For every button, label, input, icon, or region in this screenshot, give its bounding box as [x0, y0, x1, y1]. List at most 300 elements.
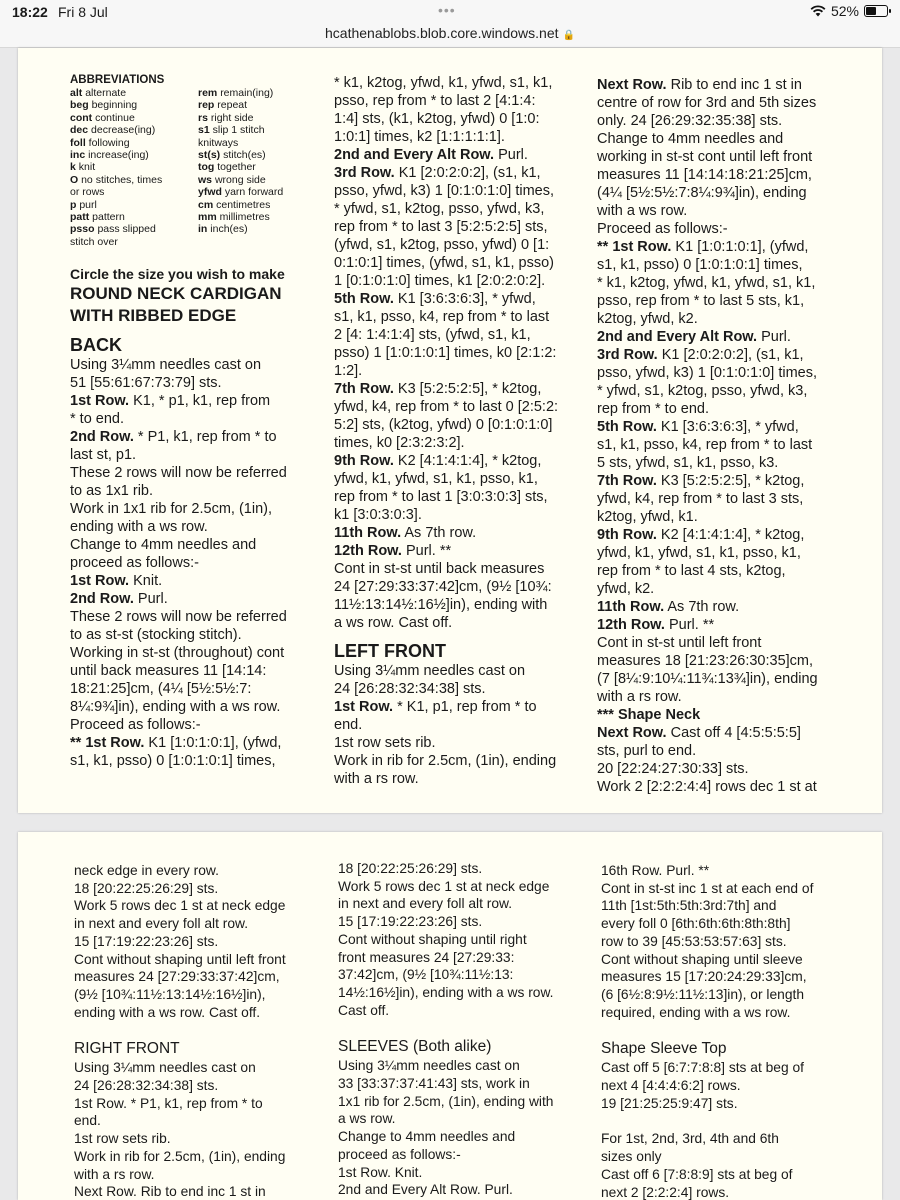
- instruction-line: [70, 572, 310, 590]
- instruction-text: (6 [6½:8:9½:11½:13]in), or length: [601, 986, 804, 1002]
- instruction-line: [597, 238, 837, 256]
- page2-column-2: [338, 860, 593, 1199]
- instruction-text: rep from * to end.: [597, 401, 710, 417]
- url-bar[interactable]: [0, 24, 900, 48]
- instruction-line: [601, 968, 841, 986]
- pdf-page-2: [18, 832, 882, 1200]
- instruction-text: Working in st-st (throughout) cont: [70, 645, 285, 662]
- abbreviation-key: alt: [70, 87, 83, 99]
- instruction-line: [597, 328, 837, 346]
- instruction-text: k1 [3:0:3:0:3].: [334, 507, 422, 523]
- instruction-text: rep from * to last 1 [3:0:3:0:3] sts,: [334, 489, 548, 505]
- instruction-text: 5 sts, yfwd, s1, k1, psso, k3.: [597, 455, 779, 471]
- instruction-text: sts, purl to end.: [597, 743, 697, 759]
- page2-column-1: [74, 862, 324, 1200]
- instruction-text: 1 [0:1:0:1:0] times, k1 [2:0:2:0:2].: [334, 273, 546, 289]
- instruction-line: [70, 608, 310, 626]
- instruction-line: [597, 166, 837, 184]
- instruction-text: only. 24 [26:29:32:35:38] sts.: [597, 113, 783, 129]
- sleeves-instructions: [338, 1057, 593, 1199]
- abbreviation-item: [198, 223, 310, 235]
- instruction-line: [70, 392, 310, 410]
- instruction-line: [338, 1110, 593, 1128]
- instruction-line: [338, 1002, 593, 1020]
- instruction-text: Purl.: [757, 329, 791, 345]
- abbreviation-item: [198, 149, 310, 161]
- instruction-text: rep from * to last 4 sts, k2tog,: [597, 563, 786, 579]
- instruction-line: [74, 951, 324, 969]
- instruction-line: [601, 1004, 841, 1022]
- abbreviation-value: alternate: [85, 87, 127, 99]
- instruction-text: in next and every foll alt row.: [74, 916, 249, 932]
- instruction-line: [334, 734, 582, 752]
- abbreviation-item: [70, 186, 198, 198]
- instruction-text: Change to 4mm needles and: [70, 537, 257, 554]
- instruction-line: [334, 236, 582, 254]
- instruction-line: [74, 880, 324, 898]
- right-front-neck-instructions: [338, 860, 593, 1019]
- row-label: 12th Row.: [334, 543, 402, 559]
- abbreviation-item: [70, 174, 198, 186]
- abbreviation-value: knit: [78, 161, 96, 174]
- instruction-line: [601, 933, 841, 951]
- instruction-line: [597, 616, 837, 634]
- abbreviation-item: [198, 236, 310, 248]
- instruction-text: measures 18 [21:23:26:30:35]cm,: [597, 653, 814, 669]
- instruction-line: [74, 1130, 324, 1148]
- instruction-line: [334, 326, 582, 344]
- instruction-text: Proceed as follows:-: [597, 221, 728, 237]
- instruction-line: [70, 356, 310, 374]
- instruction-text: 8¼:9¾]in), ending with a ws row.: [70, 699, 281, 716]
- abbreviation-key: p: [70, 198, 77, 211]
- instruction-line: [70, 680, 310, 698]
- abbreviation-item: [198, 199, 310, 211]
- instruction-line: [597, 778, 837, 796]
- row-label: 12th Row.: [597, 617, 665, 633]
- battery-icon: [864, 5, 888, 17]
- instruction-line: [74, 1112, 324, 1130]
- instruction-line: [597, 508, 837, 526]
- abbreviation-value: stitch(es): [223, 149, 266, 162]
- instruction-line: [74, 1166, 324, 1184]
- instruction-text: * K1, p1, rep from * to: [393, 699, 537, 715]
- pattern-title-line-2: WITH RIBBED EDGE: [70, 306, 237, 326]
- abbreviation-value: pattern: [92, 211, 125, 224]
- instruction-text: Cont in st-st until back measures: [334, 561, 545, 577]
- instruction-line: [601, 1184, 841, 1200]
- instruction-line: [70, 536, 310, 554]
- sleeves-heading: SLEEVES (Both alike): [338, 1038, 492, 1056]
- instruction-line: [334, 542, 582, 560]
- instruction-line: [338, 913, 593, 931]
- row-label: 5th Row.: [334, 291, 394, 307]
- instruction-text: Cast off 4 [4:5:5:5:5]: [666, 725, 801, 741]
- instruction-line: [70, 482, 310, 500]
- instruction-text: 2 [4: 1:4:1:4] sts, (yfwd, s1, k1,: [334, 327, 531, 343]
- instruction-line: [338, 931, 593, 949]
- instruction-line: [334, 614, 582, 632]
- instruction-text: K3 [5:2:5:2:5], * k2tog,: [393, 381, 542, 397]
- instruction-text: K2 [4:1:4:1:4], * k2tog,: [393, 453, 542, 469]
- abbreviation-key: patt: [70, 211, 90, 224]
- instruction-text: Using 3¼mm needles cast on: [338, 1058, 520, 1074]
- page1-column-2: [334, 74, 582, 788]
- instruction-text: 18 [20:22:25:26:29] sts.: [74, 880, 219, 896]
- instruction-text: 1:4] sts, (k1, k2tog, yfwd) 0 [1:0:: [334, 111, 540, 127]
- instruction-text: row to 39 [45:53:53:57:63] sts.: [601, 933, 787, 949]
- instruction-line: [601, 1059, 841, 1077]
- instruction-text: to as st-st (stocking stitch).: [70, 627, 242, 644]
- abbreviation-value: slip 1 stitch: [212, 124, 265, 137]
- instruction-text: Knit.: [129, 573, 163, 590]
- instruction-line: [597, 76, 837, 94]
- instruction-line: [70, 464, 310, 482]
- instruction-line: [70, 644, 310, 662]
- instruction-text: proceed as follows:-: [338, 1146, 461, 1162]
- instruction-text: 37:42]cm, (9½ [10¾:11½:13:: [338, 967, 514, 983]
- instruction-line: [338, 878, 593, 896]
- instruction-text: Rib to end inc 1 st in: [666, 77, 802, 93]
- instruction-text: 14½:16½]in), ending with a ws row.: [338, 984, 554, 1000]
- instruction-text: 0:1:0:1] times, (yfwd, s1, k1, psso): [334, 255, 554, 271]
- instruction-line: [597, 256, 837, 274]
- abbreviation-item: [70, 124, 198, 136]
- instruction-line: [601, 1148, 841, 1166]
- instruction-text: Cast off 6 [7:8:8:9] sts at beg of: [601, 1166, 793, 1182]
- instruction-line: [334, 218, 582, 236]
- sleeve-shaping-instructions: [601, 862, 841, 1021]
- instruction-line: [597, 436, 837, 454]
- instruction-text: s1, k1, psso, k4, rep from * to last: [334, 309, 550, 325]
- instruction-line: [334, 578, 582, 596]
- multitask-dots-icon[interactable]: •••: [438, 2, 456, 18]
- instruction-line: [74, 968, 324, 986]
- instruction-line: [597, 670, 837, 688]
- instruction-line: [338, 895, 593, 913]
- instruction-line: [334, 254, 582, 272]
- abbreviation-item: [198, 161, 310, 173]
- row-label: *** Shape Neck: [597, 707, 701, 723]
- row-label: 11th Row.: [597, 599, 665, 615]
- instruction-text: 18 [20:22:25:26:29] sts.: [338, 861, 483, 876]
- instruction-text: Cont in st-st inc 1 st at each end of: [601, 880, 814, 896]
- abbreviation-value: no stitches, times: [81, 173, 163, 186]
- abbreviation-key: psso: [70, 223, 95, 236]
- instruction-text: yfwd, k2.: [597, 581, 655, 597]
- abbreviation-value: following: [88, 136, 130, 149]
- instruction-line: [74, 1004, 324, 1022]
- row-label: 7th Row.: [597, 473, 657, 489]
- instruction-text: 1st Row. * P1, k1, rep from * to: [74, 1095, 263, 1111]
- instruction-text: working in st-st cont until left front: [597, 149, 813, 165]
- instruction-text: last st, p1.: [70, 447, 137, 464]
- instruction-line: [334, 398, 582, 416]
- instruction-line: [597, 562, 837, 580]
- instruction-line: [334, 92, 582, 110]
- row-label: 1st Row.: [70, 393, 130, 410]
- instruction-text: 1st row sets rib.: [334, 735, 436, 751]
- battery-percent: 52%: [830, 3, 859, 19]
- instruction-text: with a rs row.: [74, 1166, 155, 1182]
- instruction-line: [597, 526, 837, 544]
- instruction-line: [74, 986, 324, 1004]
- abbreviation-value: decrease(ing): [91, 124, 156, 137]
- page2-column-3: [601, 862, 841, 1200]
- row-label: 3rd Row.: [597, 347, 658, 363]
- abbreviation-item: [70, 223, 198, 235]
- instruction-line: [338, 1128, 593, 1146]
- abbreviation-item: [70, 211, 198, 223]
- instruction-line: [597, 652, 837, 670]
- instruction-text: K1 [3:6:3:6:3], * yfwd,: [656, 419, 799, 435]
- abbreviation-value: continue: [95, 111, 135, 124]
- instruction-line: [74, 915, 324, 933]
- abbreviation-value: pass slipped: [97, 223, 156, 236]
- instruction-text: neck edge in every row.: [74, 863, 219, 878]
- abbreviation-item: [198, 124, 310, 136]
- instruction-line: [334, 770, 582, 788]
- status-time: 18:22: [12, 4, 48, 20]
- instruction-line: [334, 164, 582, 182]
- instruction-text: s1, k1, psso) 0 [1:0:1:0:1] times,: [597, 257, 803, 273]
- instruction-text: Purl.: [133, 591, 168, 608]
- instruction-line: [597, 184, 837, 202]
- instruction-line: [74, 897, 324, 915]
- instruction-line: [601, 1130, 841, 1148]
- instruction-line: [334, 74, 582, 92]
- abbreviation-item: [198, 186, 310, 198]
- left-front-heading: LEFT FRONT: [334, 641, 446, 661]
- page1-column-1: [70, 70, 310, 770]
- right-front-instructions: [74, 1059, 324, 1200]
- abbreviations-title: ABBREVIATIONS: [70, 74, 165, 86]
- abbreviation-item: [198, 211, 310, 223]
- wifi-icon: [810, 5, 826, 17]
- row-label: 5th Row.: [597, 419, 657, 435]
- instruction-line: [338, 1057, 593, 1075]
- instruction-line: [334, 308, 582, 326]
- row-label: 2nd and Every Alt Row.: [597, 329, 758, 345]
- instruction-line: [334, 680, 582, 698]
- instruction-line: [74, 1095, 324, 1113]
- instruction-text: * yfwd, s1, k2tog, psso, yfwd, k3,: [597, 383, 808, 399]
- status-date: Fri 8 Jul: [58, 4, 108, 20]
- instruction-line: [334, 416, 582, 434]
- abbreviation-key: O: [70, 173, 79, 186]
- row-label: 9th Row.: [597, 527, 657, 543]
- instruction-line: [70, 698, 310, 716]
- row-label: ** 1st Row.: [597, 239, 672, 255]
- abbreviation-item: [198, 174, 310, 186]
- right-front-heading: RIGHT FRONT: [74, 1040, 180, 1058]
- abbreviation-key: cont: [70, 111, 93, 124]
- instruction-text: K1 [2:0:2:0:2], (s1, k1,: [394, 165, 541, 181]
- instruction-text: Purl. **: [401, 543, 452, 559]
- instruction-text: until back measures 11 [14:14:: [70, 663, 267, 680]
- instruction-line: [597, 760, 837, 778]
- instruction-text: K1 [2:0:2:0:2], (s1, k1,: [657, 347, 804, 363]
- abbreviation-key: rep: [198, 99, 215, 112]
- instruction-line: [70, 518, 310, 536]
- instruction-text: * k1, k2tog, yfwd, k1, yfwd, s1, k1,: [597, 275, 816, 291]
- abbreviation-value: millimetres: [219, 211, 270, 224]
- instruction-text: with a ws row.: [597, 203, 688, 219]
- abbreviation-value: inch(es): [210, 223, 248, 236]
- instruction-text: Work 5 rows dec 1 st at neck edge: [338, 878, 550, 894]
- abbreviation-key: mm: [198, 211, 217, 224]
- instruction-text: times, k0 [2:3:2:3:2].: [334, 435, 465, 451]
- instruction-text: K1, * p1, k1, rep from: [129, 393, 271, 410]
- instruction-text: k2tog, yfwd, k2.: [597, 311, 698, 327]
- abbreviation-key: ws: [198, 173, 213, 186]
- instruction-line: [597, 472, 837, 490]
- page1-column-3: [597, 76, 837, 796]
- instruction-line: [597, 202, 837, 220]
- instruction-text: K1 [1:0:1:0:1], (yfwd,: [671, 239, 809, 255]
- instruction-line: [70, 716, 310, 734]
- instruction-line: [597, 274, 837, 292]
- battery-fill: [866, 7, 876, 15]
- abbreviation-value: centimetres: [216, 198, 271, 211]
- abbreviation-key: in: [198, 223, 208, 236]
- instruction-text: Cont without shaping until left front: [74, 951, 286, 967]
- abbreviation-value: repeat: [217, 99, 248, 112]
- instruction-text: As 7th row.: [401, 525, 477, 541]
- instruction-text: ending with a ws row.: [70, 519, 208, 536]
- instruction-text: yfwd, k1, yfwd, s1, k1, psso, k1,: [597, 545, 801, 561]
- abbreviation-value: together: [217, 161, 256, 174]
- instruction-text: 15 [17:19:22:23:26] sts.: [74, 933, 219, 949]
- instruction-line: [597, 706, 837, 724]
- instruction-text: 24 [26:28:32:34:38] sts.: [334, 681, 486, 697]
- instruction-text: measures 24 [27:29:33:37:42]cm,: [74, 969, 280, 985]
- status-right: [810, 3, 888, 19]
- sleeve-top-size-instructions: [601, 1130, 841, 1200]
- abbreviation-item: [70, 236, 198, 248]
- row-label: 11th Row.: [334, 525, 402, 541]
- abbreviation-value: wrong side: [214, 173, 266, 186]
- instruction-text: next 4 [4:4:4:6:2] rows.: [601, 1078, 741, 1094]
- instruction-text: psso, rep from * to last 5 sts, k1,: [597, 293, 805, 309]
- instruction-line: [597, 490, 837, 508]
- row-label: 7th Row.: [334, 381, 394, 397]
- instruction-text: 11th [1st:5th:5th:3rd:7th] and: [601, 898, 777, 914]
- instruction-text: Purl. **: [664, 617, 715, 633]
- instruction-text: required, ending with a ws row.: [601, 1004, 791, 1020]
- instruction-line: [334, 110, 582, 128]
- left-front-instructions: [334, 662, 582, 788]
- abbreviation-value: or rows: [70, 186, 105, 199]
- instruction-text: centre of row for 3rd and 5th sizes: [597, 95, 817, 111]
- instruction-text: 20 [22:24:27:30:33] sts.: [597, 761, 749, 777]
- row-label: 2nd Row.: [70, 429, 134, 446]
- instruction-text: Work 2 [2:2:2:4:4] rows dec 1 st at: [597, 779, 817, 795]
- instruction-line: [334, 128, 582, 146]
- instruction-text: 1:0:1] times, k2 [1:1:1:1:1].: [334, 129, 505, 145]
- instruction-text: Change to 4mm needles and: [338, 1129, 516, 1145]
- instruction-text: Work in rib for 2.5cm, (1in), ending: [74, 1148, 286, 1164]
- abbreviation-key: inc: [70, 149, 86, 162]
- instruction-line: [334, 344, 582, 362]
- instruction-text: * yfwd, s1, k2tog, psso, yfwd, k3,: [334, 201, 545, 217]
- instruction-text: next 2 [2:2:2:4] rows.: [601, 1184, 730, 1200]
- instruction-text: sizes only: [601, 1149, 662, 1165]
- instruction-line: [597, 346, 837, 364]
- instruction-line: [334, 200, 582, 218]
- instruction-text: 1st Row. Knit.: [338, 1164, 423, 1180]
- instruction-line: [338, 949, 593, 967]
- instruction-text: Proceed as follows:-: [70, 717, 201, 734]
- instruction-text: Cast off 5 [6:7:7:8:8] sts at beg of: [601, 1060, 804, 1076]
- instruction-text: K2 [4:1:4:1:4], * k2tog,: [656, 527, 805, 543]
- abbreviation-value: right side: [210, 111, 254, 124]
- instruction-line: [597, 130, 837, 148]
- abbreviation-item: [198, 87, 310, 99]
- lock-icon: 🔒: [562, 30, 575, 41]
- instruction-line: [597, 364, 837, 382]
- instruction-text: every foll 0 [6th:6th:6th:8th:8th]: [601, 916, 791, 932]
- size-instruction: Circle the size you wish to make: [70, 266, 285, 283]
- instruction-line: [334, 524, 582, 542]
- instruction-text: yfwd, k4, rep from * to last 3 sts,: [597, 491, 804, 507]
- instruction-text: with a rs row.: [334, 771, 419, 787]
- abbreviation-value: purl: [79, 198, 97, 211]
- instruction-text: 18:21:25]cm, (4¼ [5½:5½:7:: [70, 681, 252, 698]
- left-front-pattern-instructions: [597, 76, 837, 796]
- instruction-line: [70, 590, 310, 608]
- instruction-text: 24 [27:29:33:37:42]cm, (9½ [10¾:: [334, 579, 552, 595]
- instruction-text: measures 15 [17:20:24:29:33]cm,: [601, 969, 807, 985]
- url-text[interactable]: hcathenablobs.blob.core.windows.net: [325, 25, 559, 41]
- abbreviation-item: [198, 99, 310, 111]
- abbreviation-value: knitways: [198, 136, 239, 149]
- instruction-text: end.: [74, 1113, 101, 1129]
- abbreviation-key: beg: [70, 99, 89, 112]
- instruction-line: [597, 742, 837, 760]
- row-label: 2nd and Every Alt Row.: [334, 147, 495, 163]
- instruction-text: 24 [26:28:32:34:38] sts.: [74, 1078, 219, 1094]
- abbreviation-key: st(s): [198, 149, 221, 162]
- instruction-text: s1, k1, psso) 0 [1:0:1:0:1] times,: [70, 753, 276, 770]
- instruction-line: [334, 560, 582, 578]
- instruction-line: [334, 596, 582, 614]
- instruction-line: [601, 1077, 841, 1095]
- abbreviation-key: rem: [198, 87, 218, 99]
- instruction-line: [70, 374, 310, 392]
- instruction-text: psso, yfwd, k3) 1 [0:1:0:1:0] times,: [334, 183, 555, 199]
- instruction-text: 2nd and Every Alt Row. Purl.: [338, 1182, 513, 1198]
- abbreviation-value: yarn forward: [224, 186, 284, 199]
- row-label: 9th Row.: [334, 453, 394, 469]
- instruction-line: [597, 418, 837, 436]
- instruction-line: [334, 752, 582, 770]
- instruction-line: [334, 506, 582, 524]
- instruction-line: [597, 220, 837, 238]
- instruction-line: [601, 951, 841, 969]
- instruction-text: measures 11 [14:14:18:21:25]cm,: [597, 167, 812, 183]
- instruction-line: [597, 580, 837, 598]
- instruction-text: k2tog, yfwd, k1.: [597, 509, 698, 525]
- instruction-text: Cont without shaping until right: [338, 931, 527, 947]
- instruction-text: K1 [1:0:1:0:1], (yfwd,: [144, 735, 282, 752]
- instruction-text: psso, rep from * to last 2 [4:1:4:: [334, 93, 536, 109]
- abbreviation-key: cm: [198, 198, 214, 211]
- pdf-page-1: [18, 48, 882, 813]
- left-front-neck-instructions: [74, 862, 324, 1021]
- instruction-text: rep from * to last 3 [5:2:5:2:5] sts,: [334, 219, 548, 235]
- instruction-line: [334, 380, 582, 398]
